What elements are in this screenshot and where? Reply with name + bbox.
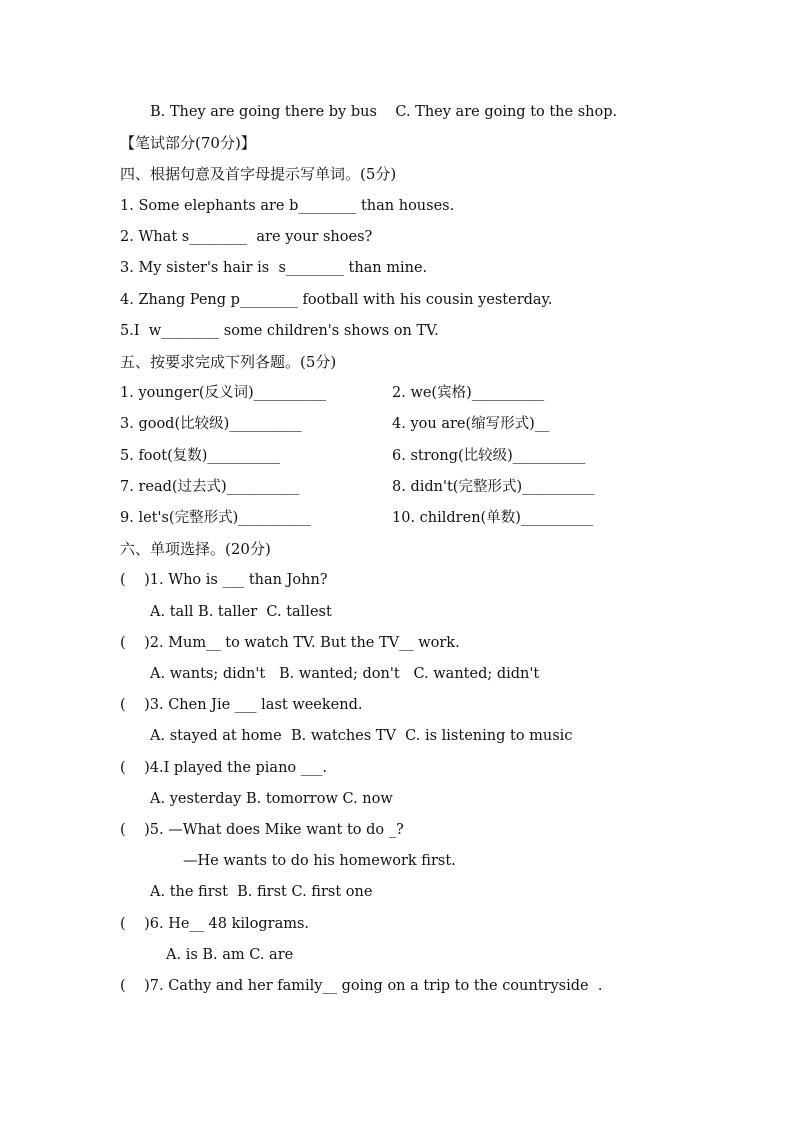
q2-stem: ( )2. Mum__ to watch TV. But the TV__ work. [120, 635, 460, 651]
q5-options: A. the first B. first C. first one [150, 884, 373, 900]
q6-options: A. is B. am C. are [166, 947, 294, 963]
q5-answer-line: —He wants to do his homework first. [183, 853, 456, 869]
q4-options: A. yesterday B. tomorrow C. now [150, 791, 393, 807]
section5-item-10: 10. children(单数)__________ [392, 510, 594, 526]
previous-question-options: B. They are going there by bus C. They are going to the shop. [150, 104, 618, 120]
section5-item-7: 7. read(过去式)__________ [120, 479, 300, 495]
written-section-title: 【笔试部分(70分)】 [120, 134, 256, 152]
section4-item-1: 1. Some elephants are b________ than houses. [120, 198, 455, 214]
section5-item-9: 9. let's(完整形式)__________ [120, 510, 311, 526]
section4-item-5: 5.I w________ some children's shows on TV. [120, 323, 439, 339]
section4-item-2: 2. What s________ are your shoes? [120, 229, 373, 245]
q7-stem: ( )7. Cathy and her family__ going on a trip to the countryside . [120, 978, 603, 994]
q1-stem: ( )1. Who is ___ than John? [120, 572, 328, 588]
section5-item-6: 6. strong(比较级)__________ [392, 448, 586, 464]
q5-stem: ( )5. —What does Mike want to do _? [120, 822, 404, 838]
q2-options: A. wants; didn't B. wanted; don't C. wanted; didn't [150, 666, 540, 682]
section5-item-5: 5. foot(复数)__________ [120, 448, 280, 464]
section4-title: 四、根据句意及首字母提示写单词。(5分) [120, 165, 397, 183]
section5-item-2: 2. we(宾格)__________ [392, 385, 545, 401]
q3-stem: ( )3. Chen Jie ___ last weekend. [120, 697, 363, 713]
section5-item-8: 8. didn't(完整形式)__________ [392, 479, 595, 495]
section4-item-3: 3. My sister's hair is s________ than mine. [120, 260, 428, 276]
section5-item-1: 1. younger(反义词)__________ [120, 385, 327, 401]
q3-options: A. stayed at home B. watches TV C. is listening to music [150, 728, 573, 744]
q4-stem: ( )4.I played the piano ___. [120, 760, 328, 776]
section5-item-4: 4. you are(缩写形式)__ [392, 416, 550, 432]
section5-title: 五、按要求完成下列各题。(5分) [120, 353, 337, 371]
section6-title: 六、单项选择。(20分) [120, 540, 271, 558]
q1-options: A. tall B. taller C. tallest [150, 604, 332, 620]
section4-item-4: 4. Zhang Peng p________ football with his cousin yesterday. [120, 292, 553, 308]
q6-stem: ( )6. He__ 48 kilograms. [120, 916, 310, 932]
section5-item-3: 3. good(比较级)__________ [120, 416, 302, 432]
